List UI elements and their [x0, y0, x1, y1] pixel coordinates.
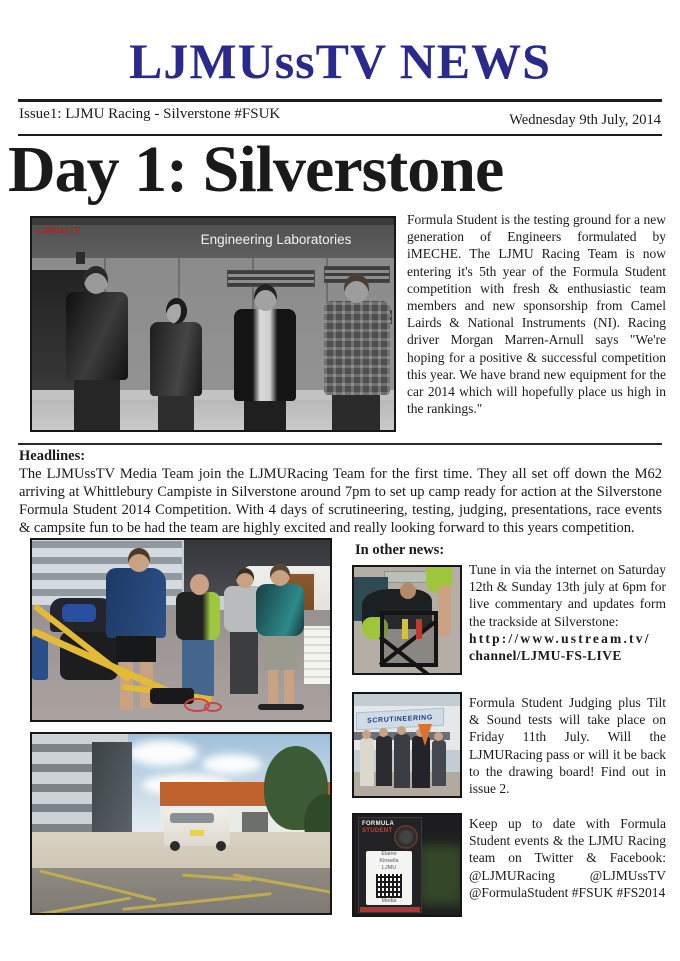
person: [360, 738, 374, 786]
building-roofline: [32, 218, 394, 225]
lead-article-text: Formula Student is the testing ground for a new generation of Engineers formulated by iMECHE. The LJMU Racing Team is now entering it's 5th year of the Formula Student competition with fresh & enthusiastic team members and new sponsorship from Camel Lairds & National Instruments (NI). Racing driver Morgan Marren-Arnull says "We're hoping for a positive & successful competition this year. We have brand new equipment for the car 2014 which will hopefully place us high in the rankings.": [407, 212, 666, 417]
scrutineering-sign-text: SCRUTINEERING: [367, 713, 433, 725]
person-shorts: [264, 636, 298, 670]
news-item-1-text: Tune in via the internet on Saturday 12th & Sunday 13th july at 6pm for live commentary and updates form the trackside at Silverstone:: [469, 562, 666, 629]
damper-red: [416, 619, 422, 639]
pass-name-line: Elaine: [381, 851, 397, 857]
green-blur: [418, 845, 462, 905]
person-shorts: [116, 636, 156, 662]
pass-name-line: LJMU: [381, 865, 397, 871]
person-woman: [150, 322, 202, 396]
person: [394, 734, 410, 788]
date-line: Wednesday 9th July, 2014: [509, 112, 661, 128]
person-hoodie: [234, 309, 296, 401]
person-head: [236, 568, 254, 588]
person-head: [397, 726, 406, 735]
person-legs: [74, 380, 120, 432]
wall-lamp: [76, 252, 85, 264]
person-head: [270, 564, 290, 586]
blue-barrel: [32, 636, 48, 680]
pass-logo-student: STUDENT: [362, 828, 393, 834]
person-plaid-shirt: [324, 301, 390, 395]
news-item-3: [469, 815, 666, 901]
thumb-media-pass: [352, 813, 462, 917]
photo-equipment-loading: [30, 538, 332, 722]
issue-line: Issue1: LJMU Racing - Silverstone #FSUK: [19, 106, 281, 122]
main-photo-team-engineering-labs: [30, 216, 396, 432]
pass-logo-formula: FORMULA: [362, 821, 395, 827]
engineering-laboratories-sign: Engineering Laboratories: [200, 232, 352, 247]
section-divider: [18, 443, 662, 445]
person-head: [128, 548, 150, 572]
vent-grille: [227, 270, 315, 287]
person-head: [434, 732, 443, 741]
news-item-3-text: Keep up to date with Formula Student events & the LJMU Racing team on Twitter & Facebook: @LJMURacing @LJMUssTV @FormulaStudent #FSUK #FS2014: [469, 816, 666, 900]
minibus-plate: [190, 830, 204, 836]
pass-red-strip: [360, 907, 420, 912]
masthead-divider-top: [18, 99, 662, 102]
person-leg: [284, 670, 294, 704]
minibus-windows: [170, 813, 214, 823]
motorbike-tank: [62, 604, 96, 622]
thumb-scrutineering: [352, 692, 462, 798]
person-legs: [332, 395, 380, 432]
person: [432, 740, 446, 786]
thumb-chassis-workshop: [352, 565, 462, 675]
news-item-2: [469, 694, 666, 797]
news-item-1: [469, 561, 666, 664]
person-trousers: [230, 632, 258, 694]
skateboard: [258, 704, 304, 710]
person-leg: [268, 670, 278, 704]
person-leather-jacket: [66, 292, 128, 380]
person-head: [362, 730, 371, 739]
ustream-link-line2[interactable]: channel/LJMU-FS-LIVE: [469, 648, 622, 664]
damper-yellow: [402, 619, 408, 639]
glass-entrance: [92, 742, 132, 834]
headlines-text: The LJMUssTV Media Team join the LJMURacing Team for the first time. They all set off down the M62 arriving at Whittlebury Campiste in Silverstone around 7pm to set up camp ready for action at the Silverstone Formula Student 2014 Competition. With 4 days of scrutineering, testing, judging, presentations, race events & campsite fun to be had the team are highly excited and really looking forward to this years competition.: [19, 466, 662, 536]
page-title: Day 1: Silverstone: [8, 133, 504, 206]
ustream-link-line1[interactable]: http://www.ustream.tv/: [469, 630, 651, 646]
person-teal-hoodie: [256, 584, 304, 636]
cloud: [128, 740, 198, 766]
person: [376, 736, 392, 786]
minibus-wheel: [170, 841, 180, 851]
person-head: [379, 728, 388, 737]
foam-board-stack: [304, 626, 332, 684]
race-car-graphic: [394, 825, 418, 849]
pass-name-line: Media: [381, 898, 397, 904]
person-head: [254, 284, 277, 311]
person-head: [166, 298, 187, 324]
cloud: [202, 754, 262, 774]
pass-name-line: Kinsella: [379, 858, 399, 864]
red-cable: [204, 702, 222, 712]
headlines-label: Headlines:: [19, 448, 86, 464]
other-news-label: In other news:: [355, 542, 445, 558]
red-watermark: LJMUssTV: [36, 226, 81, 235]
blurred-sign: [384, 571, 430, 583]
person-legs: [158, 396, 194, 432]
person-black-green-shirt: [176, 592, 220, 640]
person-arm: [438, 585, 451, 637]
person-head: [84, 266, 108, 294]
pass-name-card: [366, 851, 412, 905]
person-head: [400, 583, 416, 599]
qr-code: [376, 874, 402, 898]
photo-carpark-minibus: [30, 732, 332, 915]
minibus-wheel: [216, 841, 226, 851]
news-item-2-text: Formula Student Judging plus Tilt & Sound tests will take place on Friday 11th July. Will the LJMURacing pass or will it be back to the drawing board! Find out in issue 2.: [469, 695, 666, 797]
masthead-title: LJMUssTV NEWS: [129, 33, 551, 89]
person-blue-hoodie: [106, 568, 166, 638]
orange-flag: [418, 724, 432, 746]
person-legs: [244, 401, 286, 432]
person-head: [344, 274, 369, 303]
person-head: [190, 574, 209, 595]
